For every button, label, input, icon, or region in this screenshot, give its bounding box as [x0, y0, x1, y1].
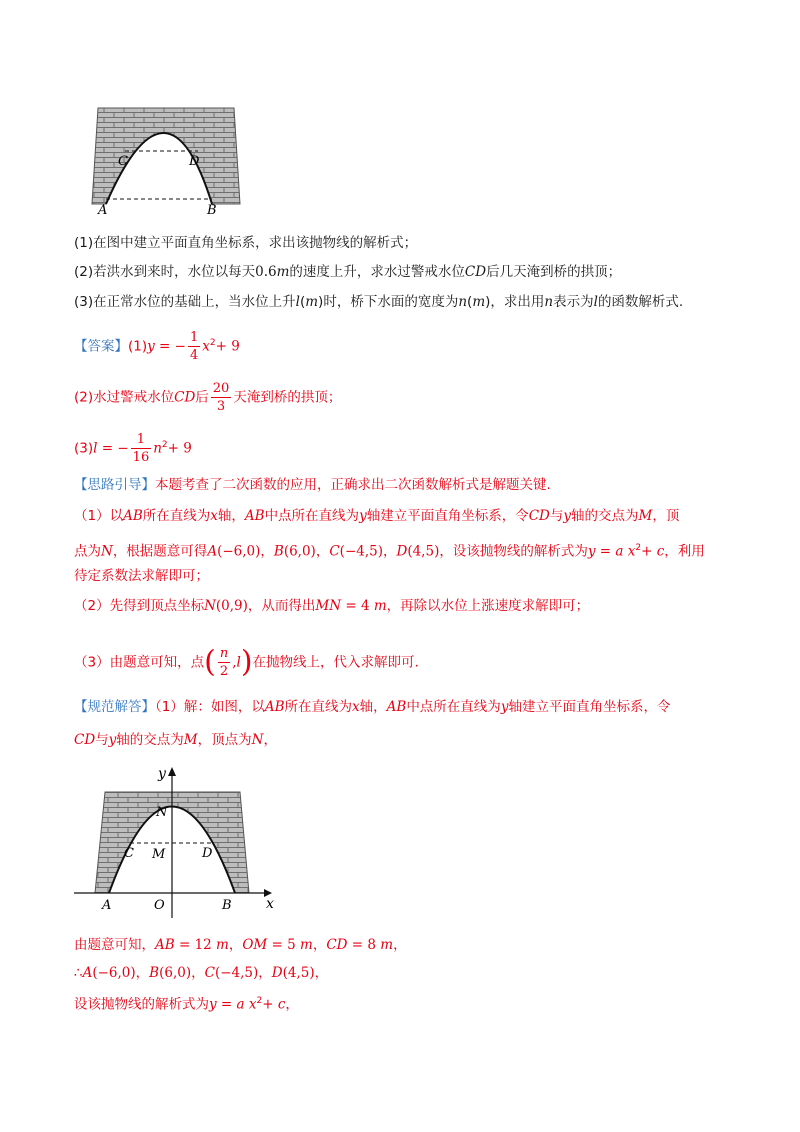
hint-1a: （1）以AB所在直线为x轴，AB中点所在直线为y轴建立平面直角坐标系，令CD与y轴的交点为M，顶 [74, 508, 680, 524]
fraction: $\frac{n}{2}$ [219, 646, 229, 679]
label-o: O [154, 898, 165, 913]
label-d: D [189, 154, 200, 169]
hint-2: （2）先得到顶点坐标N(0,9)，从而得出MN = 4 m，再除以水位上涨速度求解即可； [74, 598, 590, 614]
hint-intro: 【思路引导】本题考查了二次函数的应用，正确求出二次函数解析式是解题关键. [74, 477, 551, 493]
fraction: $\frac{1}{4}$ [189, 330, 199, 363]
label-b: B [222, 898, 232, 913]
label-m: M [152, 847, 166, 862]
question-1: (1)在图中建立平面直角坐标系，求出该抛物线的解析式； [74, 235, 418, 251]
label-a: A [102, 898, 112, 913]
question-3: (3)在正常水位的基础上，当水位上升l(m)时，桥下水面的宽度为n(m)，求出用n表示为l的函数解析式. [74, 294, 684, 310]
label-n: N [156, 805, 168, 820]
solution-3: 由题意可知，AB = 12 m，OM = 5 m，CD = 8 m， [74, 937, 407, 953]
bridge-figure-axes [68, 762, 288, 922]
hint-tag: 【思路引导】 [74, 477, 155, 493]
fraction: $\frac{1}{16}$ [132, 432, 150, 465]
axis-label-x: x [266, 896, 274, 912]
solution-tag: 【规范解答】 [74, 699, 155, 715]
label-d: D [202, 846, 213, 861]
solution-1: 【规范解答】（1）解：如图，以AB所在直线为x轴，AB中点所在直线为y轴建立平面直角坐标系，令 [74, 699, 671, 715]
question-2: (2)若洪水到来时，水位以每天0.6m的速度上升，求水过警戒水位CD后几天淹到桥的拱顶； [74, 264, 622, 280]
solution-5: 设该抛物线的解析式为y = a $x^2+ c$， [74, 996, 299, 1013]
label-a: A [98, 203, 108, 217]
fraction: $\frac{20}{3}$ [212, 381, 230, 414]
answer-1: 【答案】(1)y = − $\frac{1}{4}$ $x^2+ 9$ [74, 330, 240, 363]
label-b: B [207, 203, 217, 217]
hint-3: （3）由题意可知，点( $\frac{n}{2}$ ,l)在抛物线上，代入求解即可. [74, 644, 419, 680]
bridge-figure-top [84, 102, 254, 217]
solution-2: CD与y轴的交点为M，顶点为N， [74, 732, 277, 748]
solution-4: ∴A(−6,0)，B(6,0)，C(−4,5)，D(4,5)， [74, 965, 329, 981]
answer-3: (3)l = − $\frac{1}{16}$ $n^2+ 9$ [74, 432, 192, 465]
answer-2: (2)水过警戒水位CD后 $\frac{20}{3}$ 天淹到桥的拱顶； [74, 381, 342, 414]
hint-1b: 点为N，根据题意可得A(−6,0)，B(6,0)，C(−4,5)，D(4,5)，设该抛物线的解析式为y = a $x^2+ c$，利用 [74, 543, 705, 560]
label-c: C [118, 154, 128, 169]
label-c: C [124, 846, 134, 861]
answer-tag: 【答案】 [74, 338, 128, 355]
hint-1c: 待定系数法求解即可； [74, 568, 209, 584]
axis-label-y: y [158, 766, 166, 782]
